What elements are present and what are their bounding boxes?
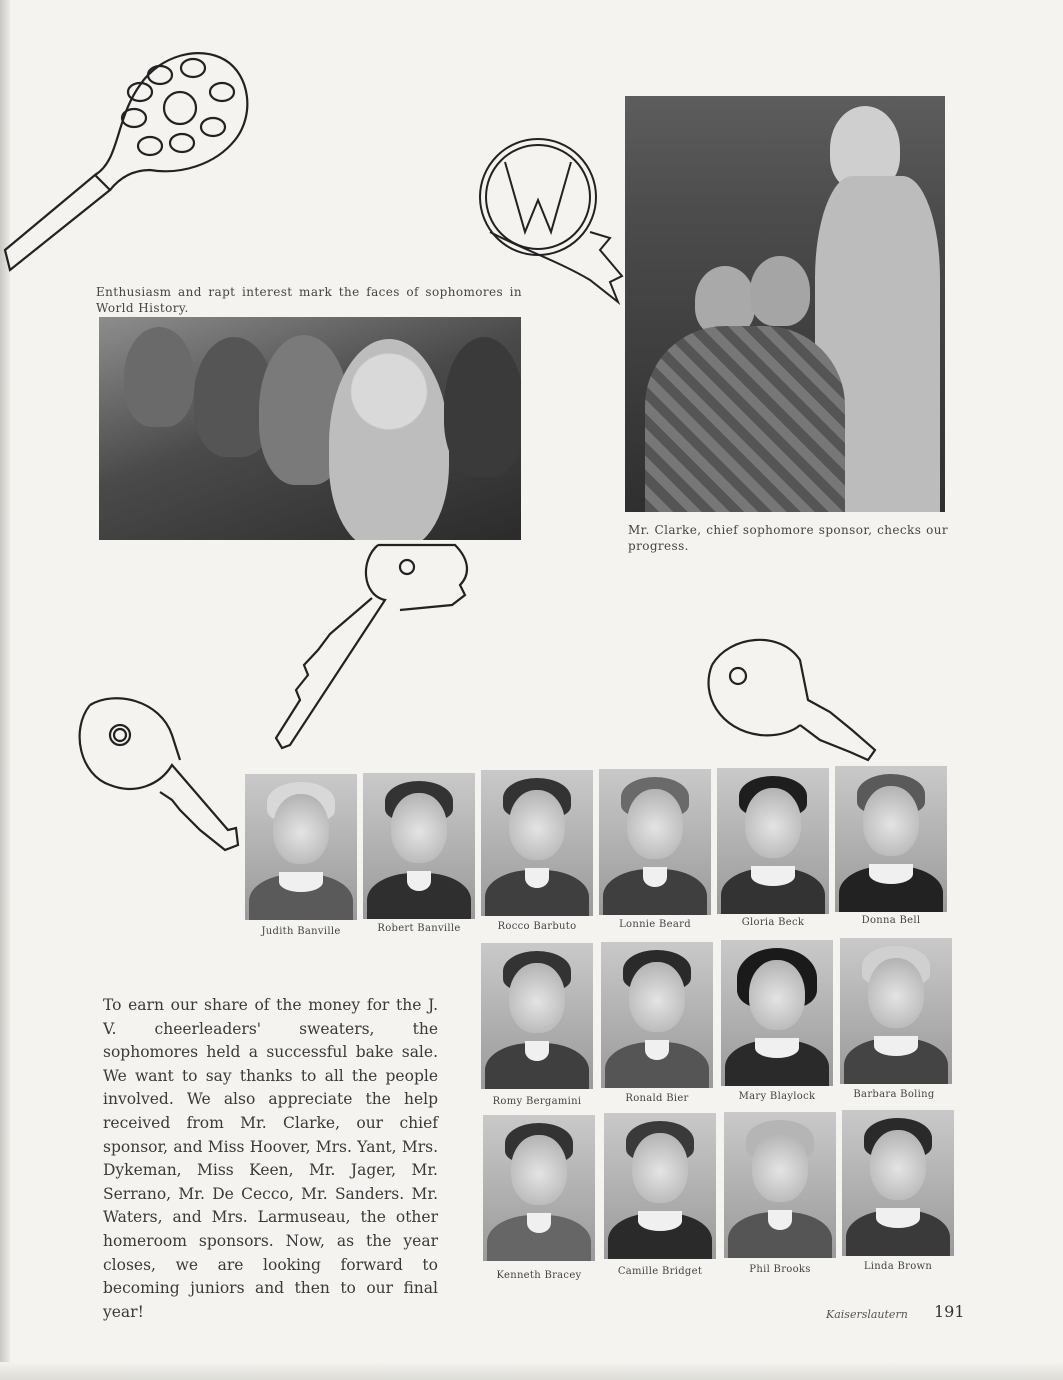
ornate-key-top-left-icon xyxy=(5,53,247,270)
portrait-name: Robert Banville xyxy=(377,923,461,934)
portrait-photo xyxy=(481,943,593,1089)
portrait-photo xyxy=(842,1110,954,1256)
vw-key-icon xyxy=(480,139,622,302)
portrait-name: Donna Bell xyxy=(861,915,921,926)
portrait-photo xyxy=(245,774,357,920)
key-center-icon xyxy=(276,545,467,748)
portrait-name: Phil Brooks xyxy=(749,1264,811,1275)
bake-sale-paragraph: To earn our share of the money for the J. V. cheerleaders' sweaters, the sophomores held a successful bake sale. We want to say thanks to all the people involved. We also appreciate the help received from Mr. Clarke, our chief sponsor, and Miss Hoover, Mrs. Yant, Mrs. Dykeman, Miss Keen, Mr. Jager, Mr. Serrano, Mr. De Cecco, Mr. Sanders. Mr. Waters, and Mrs. Larmuseau, the other homeroom sponsors. Now, as the year closes, we are looking forward to becoming juniors and then to our final year! xyxy=(103,996,438,1321)
portrait-name: Gloria Beck xyxy=(741,917,805,928)
footer-school-name: Kaiserslautern xyxy=(826,1308,908,1321)
key-right-icon xyxy=(709,640,875,760)
portrait-photo xyxy=(724,1112,836,1258)
history-class-caption: Enthusiasm and rapt interest mark the faces of sophomores in World History. xyxy=(96,285,522,315)
key-left-icon xyxy=(80,698,238,850)
portrait-photo xyxy=(721,940,833,1086)
history-class-photo xyxy=(99,317,521,540)
portrait-name: Ronald Bier xyxy=(625,1093,689,1104)
portrait-photo xyxy=(717,768,829,914)
portrait-photo xyxy=(599,769,711,915)
portrait-name: Linda Brown xyxy=(863,1261,933,1272)
portrait-name: Romy Bergamini xyxy=(492,1096,582,1107)
portrait-name: Judith Banville xyxy=(261,926,341,937)
portrait-name: Kenneth Bracey xyxy=(496,1270,582,1281)
portrait-photo xyxy=(835,766,947,912)
portrait-name: Lonnie Beard xyxy=(619,919,691,930)
sponsor-caption: Mr. Clarke, chief sophomore sponsor, checks our progress. xyxy=(628,523,948,553)
portrait-name: Barbara Boling xyxy=(853,1089,935,1100)
portrait-photo xyxy=(481,770,593,916)
sponsor-photo xyxy=(625,96,945,512)
portrait-photo xyxy=(363,773,475,919)
portrait-photo xyxy=(483,1115,595,1261)
portrait-name: Camille Bridget xyxy=(617,1266,703,1277)
portrait-photo xyxy=(601,942,713,1088)
portrait-photo xyxy=(840,938,952,1084)
page-number: 191 xyxy=(934,1302,965,1321)
portrait-name: Mary Blaylock xyxy=(738,1091,816,1102)
portrait-name: Rocco Barbuto xyxy=(497,921,577,932)
portrait-photo xyxy=(604,1113,716,1259)
